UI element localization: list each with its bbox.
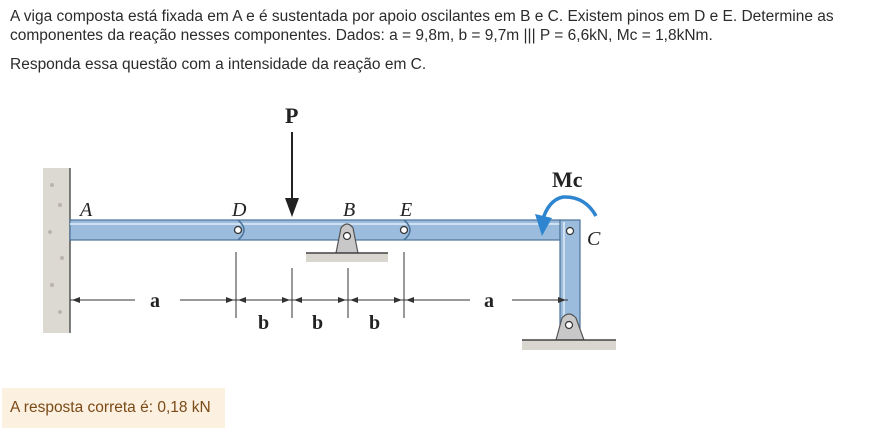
- point-label-a: A: [80, 199, 93, 221]
- dim-label-b3: b: [369, 312, 381, 334]
- question-prompt: Responda essa questão com a intensidade da reação em C.: [10, 56, 427, 73]
- correct-answer-text: A resposta correta é: 0,18 kN: [10, 399, 211, 416]
- dim-label-a-left: a: [150, 290, 160, 312]
- correct-answer-feedback: [2, 388, 225, 428]
- point-label-d: D: [232, 199, 247, 221]
- load-label-p: P: [285, 103, 299, 128]
- dim-label-b2: b: [312, 312, 324, 334]
- fixed-wall: [43, 168, 70, 333]
- question-line-1: A viga composta está fixada em A e é sustentada por apoio oscilantes em B e C. Existem pinos em D e E. Determine as: [10, 8, 834, 25]
- question-line-2: componentes da reação nesses componentes. Dados: a = 9,8m, b = 9,7m ||| P = 6,6kN, Mc = 1,8kNm.: [10, 27, 713, 44]
- point-label-e: E: [400, 199, 413, 221]
- point-label-c: C: [587, 228, 601, 250]
- dim-label-b1: b: [258, 312, 270, 334]
- point-label-b: B: [343, 199, 356, 221]
- moment-label-mc: Mc: [552, 167, 583, 192]
- dim-label-a-right: a: [484, 290, 494, 312]
